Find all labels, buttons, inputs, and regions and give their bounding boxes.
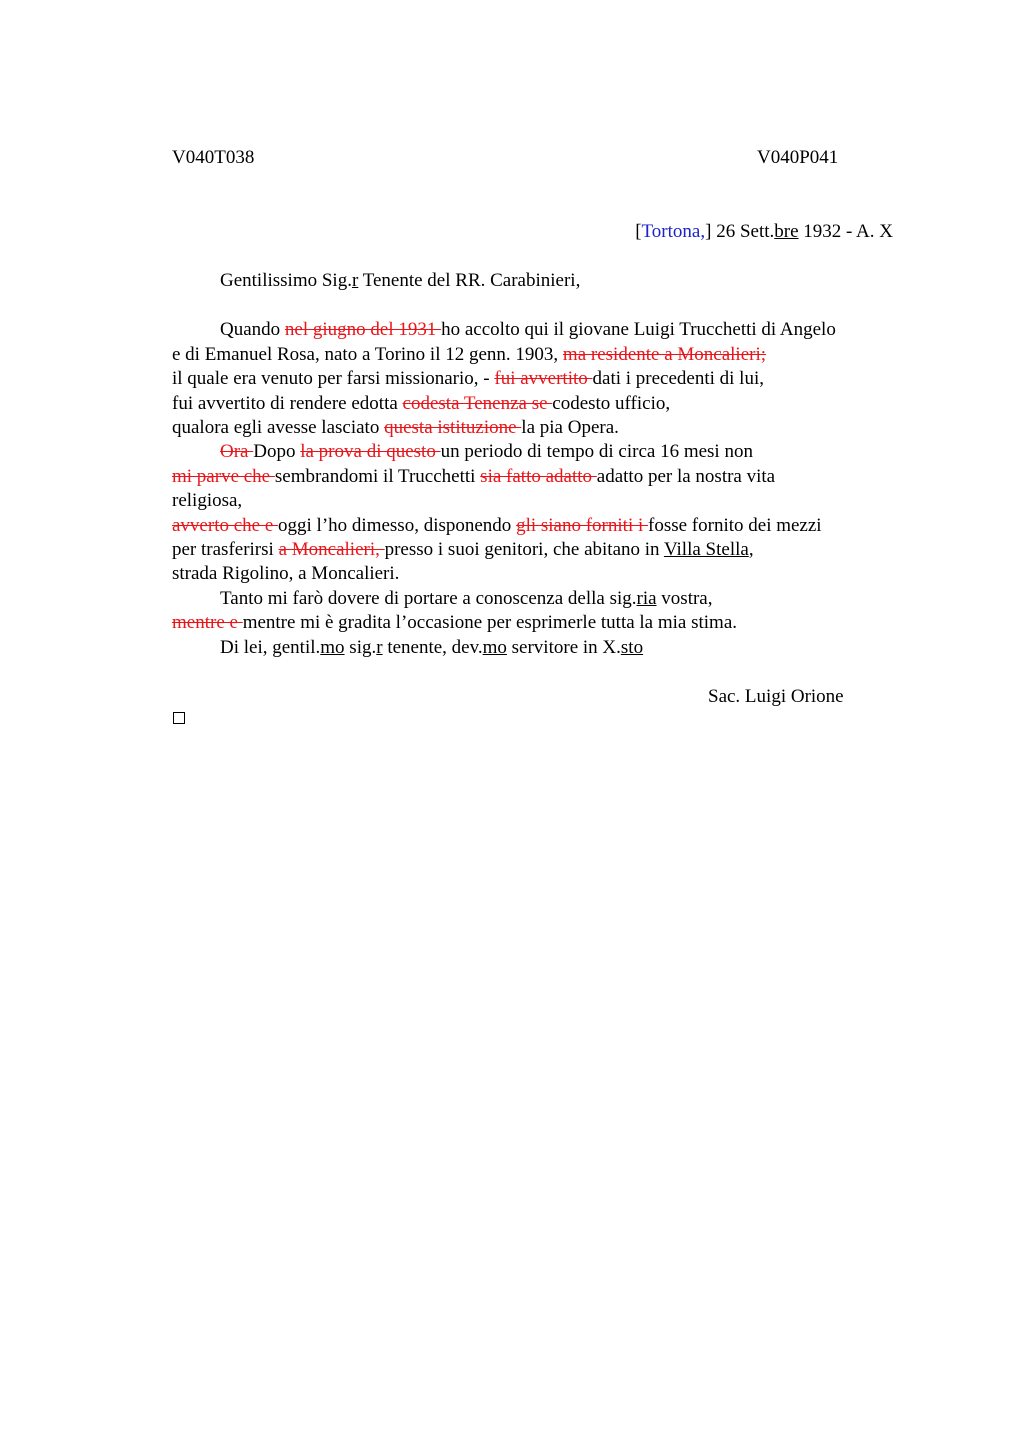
deleted-text: codesta Tenenza se: [402, 393, 553, 414]
deleted-text: Ora: [220, 441, 254, 462]
body-line-2: [172, 343, 766, 367]
text-run: dati i precedenti di lui,: [592, 368, 764, 389]
dateline: [635, 220, 893, 244]
body-line-9: [172, 514, 822, 538]
deleted-text: la prova di questo: [300, 441, 441, 462]
text-run: religiosa,: [172, 490, 243, 511]
deleted-text: mentre e: [172, 612, 243, 633]
dateline-year: 1932 - A. X: [798, 221, 893, 242]
text-run: strada Rigolino, a Moncalieri.: [172, 563, 400, 584]
text-run: fui avvertito di rendere edotta: [172, 393, 403, 414]
deleted-text: questa istituzione: [384, 417, 522, 438]
text-run: vostra,: [656, 588, 713, 609]
text-run: adatto per la nostra vita: [596, 466, 776, 487]
body-line-4: [172, 392, 670, 416]
text-run: e di Emanuel Rosa, nato a Torino il 12 genn. 1903,: [172, 344, 563, 365]
text-run: Quando: [220, 319, 285, 340]
deleted-text: mi parve che: [172, 466, 275, 487]
text-run: per trasferirsi: [172, 539, 279, 560]
underlined-text: mo: [482, 637, 507, 658]
underlined-text: ria: [636, 588, 657, 609]
right-code: V040P041: [757, 147, 839, 168]
deleted-text: a Moncalieri,: [278, 539, 385, 560]
underlined-text: Villa Stella: [663, 539, 749, 560]
dateline-month-sup: bre: [774, 221, 799, 242]
text-run: Dopo: [253, 441, 301, 462]
text-run: oggi l’ho dimesso, disponendo: [278, 515, 517, 536]
body-line-12: [220, 587, 712, 611]
body-line-8: [172, 489, 242, 513]
salutation-abbrev: r: [351, 270, 359, 291]
underlined-text: mo: [320, 637, 345, 658]
dateline-close-bracket: ]: [705, 221, 712, 242]
body-line-13: [172, 611, 737, 635]
text-run: qualora egli avesse lasciato: [172, 417, 385, 438]
underlined-text: sto: [620, 637, 644, 658]
underlined-text: r: [376, 637, 383, 658]
text-run: servitore in X.: [506, 637, 621, 658]
text-run: Di lei, gentil.: [220, 637, 321, 658]
dateline-day-month: 26 Sett.: [711, 221, 775, 242]
deleted-text: sia fatto adatto: [480, 466, 597, 487]
text-run: ho accolto qui il giovane Luigi Trucchetti di Angelo: [441, 319, 836, 340]
deleted-text: nel giugno del 1931: [284, 319, 442, 340]
body-line-1: [220, 318, 836, 342]
text-run: codesto ufficio,: [552, 393, 671, 414]
body-line-7: [172, 465, 775, 489]
deleted-text: ma residente a Moncalieri;: [562, 344, 767, 365]
salutation-text: Tenente del RR. Carabinieri,: [358, 270, 581, 291]
text-run: un periodo di tempo di circa 16 mesi non: [440, 441, 753, 462]
text-run: la pia Opera.: [521, 417, 619, 438]
body-line-14: [220, 636, 643, 660]
deleted-text: gli siano forniti i: [516, 515, 648, 536]
signature: Sac. Luigi Orione: [708, 686, 844, 707]
text-run: mentre mi è gradita l’occasione per esprimerle tutta la mia stima.: [242, 612, 738, 633]
body-line-11: [172, 562, 399, 586]
deleted-text: avverto che e: [172, 515, 279, 536]
text-run: il quale era venuto per farsi missionario, -: [172, 368, 495, 389]
text-run: fosse fornito dei mezzi: [648, 515, 822, 536]
text-run: sembrandomi il Trucchetti: [274, 466, 481, 487]
salutation: [220, 269, 580, 293]
text-run: presso i suoi genitori, che abitano in: [384, 539, 664, 560]
body-line-3: [172, 367, 764, 391]
text-run: sig.: [344, 637, 377, 658]
text-run: Tanto mi farò dovere di portare a conoscenza della sig.: [220, 588, 637, 609]
left-code: V040T038: [172, 147, 255, 168]
dateline-place: Tortona,: [641, 221, 706, 242]
text-run: ,: [748, 539, 754, 560]
body-line-5: [172, 416, 619, 440]
salutation-text: Gentilissimo Sig.: [220, 270, 352, 291]
deleted-text: fui avvertito: [494, 368, 593, 389]
body-line-6: [220, 440, 753, 464]
dateline-open-bracket: [: [635, 221, 642, 242]
text-run: tenente, dev.: [382, 637, 483, 658]
body-line-10: [172, 538, 754, 562]
end-square-icon: [173, 712, 185, 724]
